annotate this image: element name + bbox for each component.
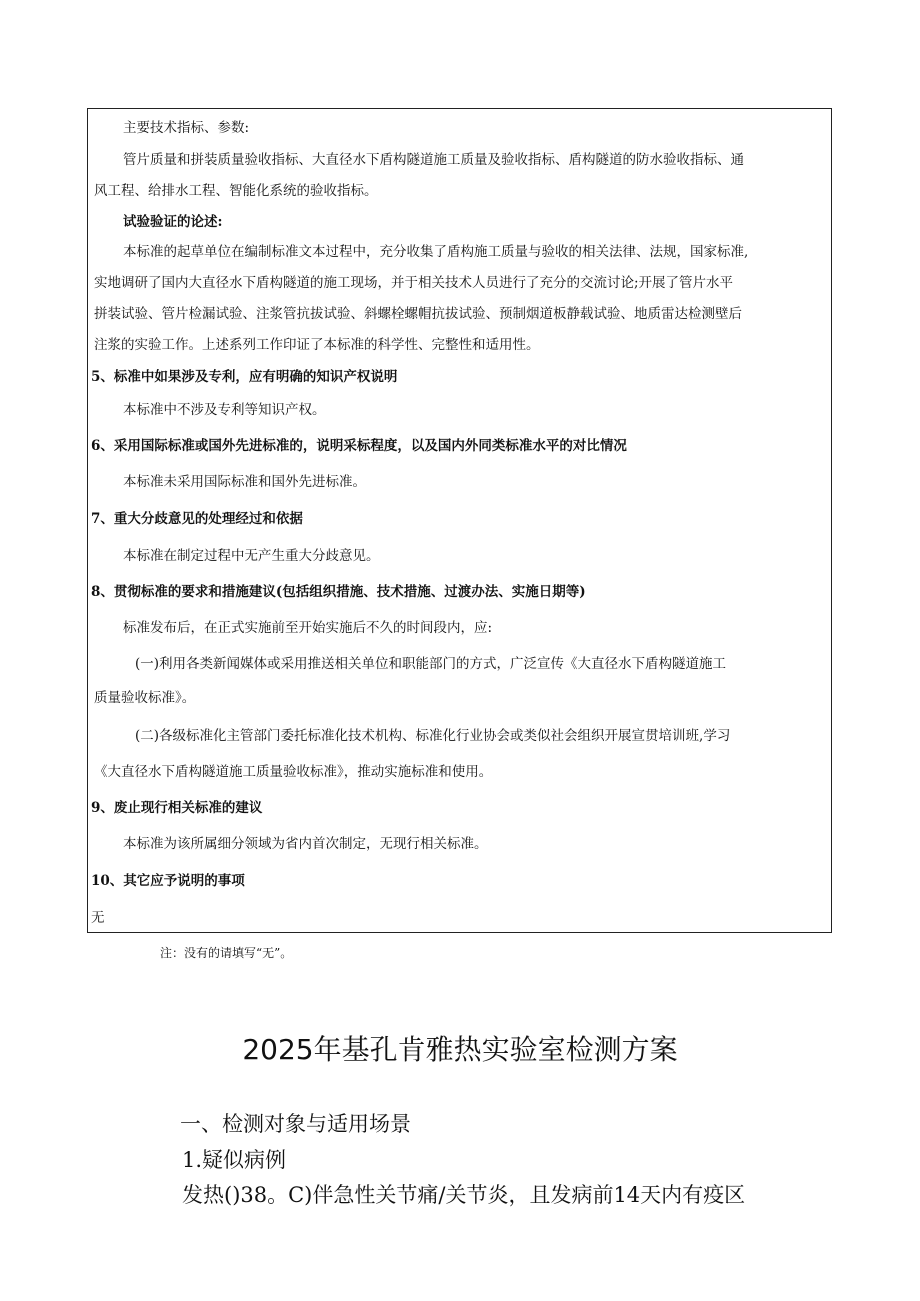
document-title: 2025年基孔肯雅热实验室检测方案 [242, 1033, 678, 1066]
verification-heading: 试验验证的论述: [123, 214, 223, 230]
section-6-heading: 6、采用国际标准或国外先进标准的，说明采标程度，以及国内外同类标准水平的对比情况 [91, 438, 627, 454]
section-6-text: 本标准未采用国际标准和国外先进标准。 [123, 474, 366, 490]
section-10-text: 无 [91, 910, 105, 926]
section-8-heading: 8、贯彻标准的要求和措施建议(包括组织措施、技术措施、过渡办法、实施日期等) [91, 584, 586, 600]
tech-indicators-text-line1: 管片质量和拼装质量验收指标、大直径水下盾构隧道施工质量及验收指标、盾构隧道的防水验收指标、通 [123, 152, 744, 168]
verification-text-line3: 拼装试验、管片检漏试验、注浆管抗拔试验、斜螺栓螺帽抗拔试验、预制烟道板静载试验、地质雷达检测壁后 [94, 306, 742, 322]
section-5-heading: 5、标准中如果涉及专利，应有明确的知识产权说明 [91, 369, 398, 385]
tech-indicators-text-line2: 风工程、给排水工程、智能化系统的验收指标。 [94, 183, 378, 199]
section-9-heading: 9、废止现行相关标准的建议 [91, 800, 263, 816]
section-heading-1: 一、检测对象与适用场景 [180, 1112, 411, 1136]
section-8-item1-line1: (一)利用各类新闻媒体或采用推送相关单位和职能部门的方式，广泛宣传《大直径水下盾构隧道施工 [135, 656, 727, 672]
explanation-table-box [87, 108, 832, 933]
section-8-item1-line2: 质量验收标准》。 [94, 690, 196, 706]
section-8-intro: 标准发布后，在正式实施前至开始实施后不久的时间段内，应: [123, 620, 493, 636]
verification-text-line4: 注浆的实验工作。上述系列工作印证了本标准的科学性、完整性和适用性。 [94, 337, 540, 353]
tech-indicators-heading: 主要技术指标、参数: [123, 120, 250, 136]
verification-text-line2: 实地调研了国内大直径水下盾构隧道的施工现场，并于相关技术人员进行了充分的交流讨论;开展了管片水平 [94, 275, 734, 291]
subsection-1-text: 发热()38。C)伴急性关节痛/关节炎，且发病前14天内有疫区 [182, 1183, 746, 1207]
section-7-heading: 7、重大分歧意见的处理经过和依据 [91, 511, 303, 527]
section-10-heading: 10、其它应予说明的事项 [91, 873, 245, 889]
table-footnote: 注：没有的请填写“无”。 [160, 946, 293, 960]
verification-text-line1: 本标准的起草单位在编制标准文本过程中，充分收集了盾构施工质量与验收的相关法律、法规，国家标准, [123, 244, 749, 260]
section-7-text: 本标准在制定过程中无产生重大分歧意见。 [123, 548, 380, 564]
section-9-text: 本标准为该所属细分领域为省内首次制定，无现行相关标准。 [123, 836, 488, 852]
section-8-item2-line2: 《大直径水下盾构隧道施工质量验收标准》，推动实施标准和使用。 [94, 764, 493, 780]
section-5-text: 本标准中不涉及专利等知识产权。 [123, 402, 326, 418]
section-8-item2-line1: (二)各级标准化主管部门委托标准化技术机构、标准化行业协会或类似社会组织开展宣贯培训班,学习 [135, 728, 731, 744]
subsection-heading-1: 1.疑似病例 [182, 1148, 287, 1172]
